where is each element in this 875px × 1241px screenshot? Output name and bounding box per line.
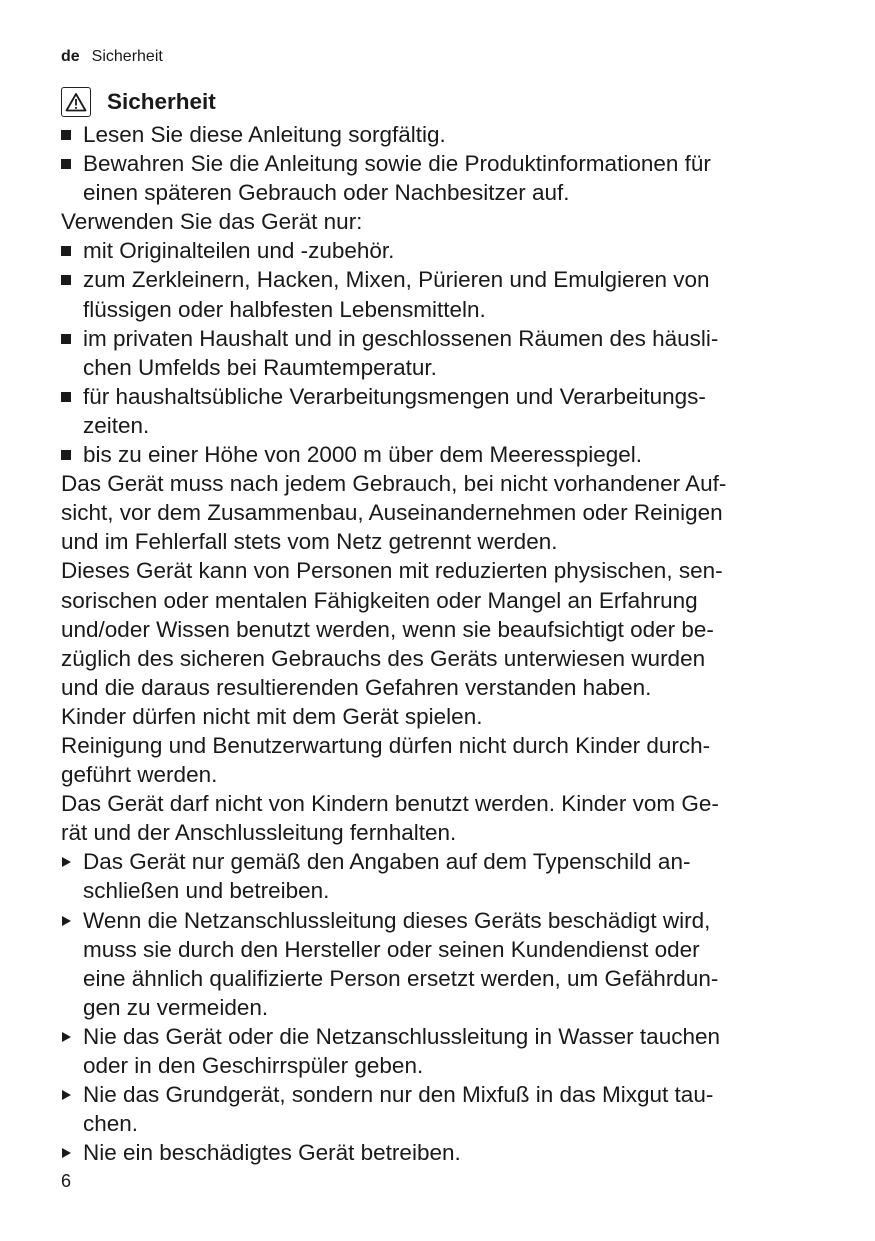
instruction-item bbox=[61, 906, 821, 1022]
header-section: Sicherheit bbox=[91, 48, 163, 65]
safety-paragraphs bbox=[61, 469, 821, 847]
text-line: Dieses Gerät kann von Personen mit reduzierten physischen, sen- bbox=[61, 558, 723, 584]
text-line: im privaten Haushalt und in geschlossenen Räumen des häusli- bbox=[83, 325, 719, 351]
instruction-item bbox=[61, 1022, 821, 1080]
text-line: Kinder dürfen nicht mit dem Gerät spielen. bbox=[61, 703, 483, 729]
text-line: zum Zerkleinern, Hacken, Mixen, Pürieren und Emulgieren von bbox=[83, 267, 710, 293]
safety-section bbox=[61, 86, 821, 1167]
text-line: Das Gerät muss nach jedem Gebrauch, bei nicht vorhandener Auf- bbox=[61, 471, 727, 497]
list-item bbox=[61, 440, 821, 469]
instruction-item bbox=[61, 847, 821, 905]
text-line: sicht, vor dem Zusammenbau, Auseinandernehmen oder Reinigen bbox=[61, 500, 723, 526]
triangle-arrow-icon bbox=[62, 1032, 71, 1042]
language-code: de bbox=[61, 48, 80, 65]
text-line: Nie ein beschädigtes Gerät betreiben. bbox=[83, 1140, 461, 1166]
text-line: geführt werden. bbox=[61, 762, 218, 788]
paragraph bbox=[61, 789, 821, 847]
instruction-item bbox=[61, 1138, 821, 1167]
use-intro: Verwenden Sie das Gerät nur: bbox=[61, 209, 363, 235]
page-number: 6 bbox=[61, 1171, 72, 1191]
list-item bbox=[61, 382, 821, 440]
triangle-arrow-icon bbox=[62, 1148, 71, 1158]
text-line: Reinigung und Benutzerwartung dürfen nicht durch Kinder durch- bbox=[61, 732, 711, 758]
list-item bbox=[61, 324, 821, 382]
square-bullet-icon bbox=[61, 246, 71, 256]
paragraph bbox=[61, 702, 821, 731]
text-line: Wenn die Netzanschlussleitung dieses Geräts beschädigt wird, bbox=[83, 907, 711, 933]
text-line: chen. bbox=[83, 1111, 139, 1137]
square-bullet-icon bbox=[61, 130, 71, 140]
text-line: Das Gerät nur gemäß den Angaben auf dem Typenschild an- bbox=[83, 849, 691, 875]
section-title: Sicherheit bbox=[107, 89, 216, 115]
text-line: bis zu einer Höhe von 2000 m über dem Meeresspiegel. bbox=[83, 442, 643, 468]
triangle-arrow-icon bbox=[62, 916, 71, 926]
text-line: gen zu vermeiden. bbox=[83, 994, 269, 1020]
list-item bbox=[61, 149, 821, 207]
text-line: zeiten. bbox=[83, 412, 150, 438]
text-line: Nie das Gerät oder die Netzanschlussleitung in Wasser tauchen bbox=[83, 1023, 720, 1049]
general-notes-list bbox=[61, 120, 821, 207]
list-item bbox=[61, 120, 821, 149]
instruction-item bbox=[61, 1080, 821, 1138]
text-line: Bewahren Sie die Anleitung sowie die Produktinformationen für bbox=[83, 151, 711, 177]
text-line: Lesen Sie diese Anleitung sorgfältig. bbox=[83, 122, 446, 147]
section-heading bbox=[61, 86, 821, 118]
text-line: flüssigen oder halbfesten Lebensmitteln. bbox=[83, 296, 486, 322]
text-line: Nie das Grundgerät, sondern nur den Mixfuß in das Mixgut tau- bbox=[83, 1082, 714, 1108]
running-header bbox=[61, 47, 163, 67]
list-item bbox=[61, 265, 821, 323]
instructions-list bbox=[61, 847, 821, 1167]
paragraph bbox=[61, 731, 821, 789]
text-line: rät und der Anschlussleitung fernhalten. bbox=[61, 820, 457, 846]
text-line: muss sie durch den Hersteller oder seinen Kundendienst oder bbox=[83, 936, 700, 962]
triangle-arrow-icon bbox=[62, 857, 71, 867]
paragraph bbox=[61, 556, 821, 701]
text-line: und die daraus resultierenden Gefahren verstanden haben. bbox=[61, 674, 652, 700]
text-line: sorischen oder mentalen Fähigkeiten oder Mangel an Erfahrung bbox=[61, 587, 698, 613]
square-bullet-icon bbox=[61, 275, 71, 285]
text-line: und/oder Wissen benutzt werden, wenn sie beaufsichtigt oder be- bbox=[61, 616, 714, 642]
text-line: mit Originalteilen und -zubehör. bbox=[83, 238, 395, 264]
square-bullet-icon bbox=[61, 159, 71, 169]
text-line: einen späteren Gebrauch oder Nachbesitzer auf. bbox=[83, 180, 570, 206]
text-line: und im Fehlerfall stets vom Netz getrennt werden. bbox=[61, 529, 558, 555]
text-line: oder in den Geschirrspüler geben. bbox=[83, 1053, 424, 1078]
intended-use-list bbox=[61, 236, 821, 469]
square-bullet-icon bbox=[61, 392, 71, 402]
square-bullet-icon bbox=[61, 450, 71, 460]
text-line: eine ähnlich qualifizierte Person ersetzt werden, um Gefährdun- bbox=[83, 965, 719, 991]
text-line: Das Gerät darf nicht von Kindern benutzt werden. Kinder vom Ge- bbox=[61, 791, 719, 817]
triangle-arrow-icon bbox=[62, 1090, 71, 1100]
warning-icon bbox=[61, 87, 91, 117]
text-line: züglich des sicheren Gebrauchs des Geräts unterwiesen wurden bbox=[61, 645, 706, 671]
square-bullet-icon bbox=[61, 334, 71, 344]
text-line: für haushaltsübliche Verarbeitungsmengen und Verarbeitungs- bbox=[83, 383, 706, 409]
list-item bbox=[61, 236, 821, 265]
text-line: schließen und betreiben. bbox=[83, 878, 330, 904]
text-line: chen Umfelds bei Raumtemperatur. bbox=[83, 354, 437, 380]
paragraph bbox=[61, 469, 821, 556]
